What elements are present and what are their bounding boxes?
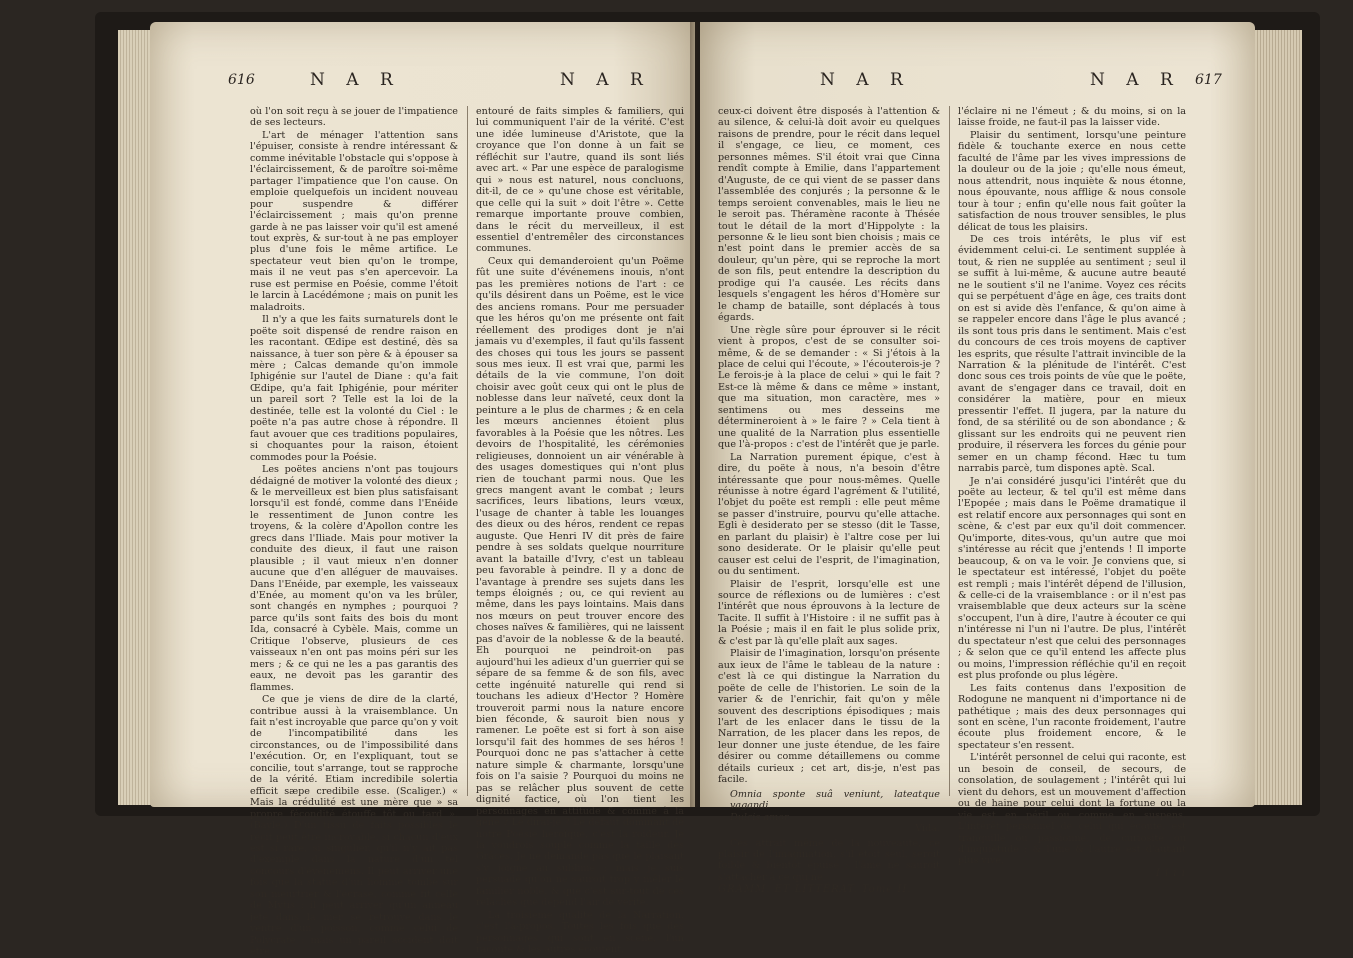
- running-head-right-1: N A R: [820, 70, 911, 90]
- paragraph: Je n'ai considéré jusqu'ici l'intérêt que du poëte au lecteur, & tel qu'il est même dans l'Epopée ; mais dans le Poëme dramatique il est relatif encore aux personnages qui sont en scène, & c'est par eux qu'il doit commencer. Qu'importe, dites-vous, qu'un autre que moi s'intéresse au récit que j'entends ! Il importe beaucoup, & on va le voir. Je conviens que, si le spectateur est intéressé, l'objet du poëte est rempli ; mais l'intérêt dépend de l'illusion, & celle-ci de la vraisemblance : or il n'est pas vraisemblable que deux acteurs sur la scène s'occupent, l'un à dire, l'autre à écouter ce qui n'intéresse ni l'un ni l'autre. De plus, l'intérêt du spectateur n'est que celui des personnages ; & selon que ce qu'il entend les affecte plus ou moins, l'impression réfléchie qu'il en reçoit est plus profonde ou plus légère.: [958, 475, 1186, 682]
- paragraph: Plaisir de l'esprit, lorsqu'elle est une source de réflexions ou de lumières : c'est l'intérêt que nous éprouvons à la lecture de Tacite. Il suffit à l'Histoire : il ne suffit pas à la Poésie ; mais il en fait le plus solide prix, & c'est par là qu'elle plaît aux sages.: [718, 578, 940, 647]
- verse-quote: [730, 789, 940, 835]
- left-page-column-2: [476, 106, 684, 956]
- paragraph: Les faits contenus dans l'exposition de Rodogune ne manquent ni d'importance ni de pathétique ; mais des deux personnages qui sont en scène, l'un raconte froidement, l'autre écoute plus froidement encore, & le spectateur s'en ressent.: [958, 682, 1186, 751]
- signature-line: GRAMM. ET LITTÉRAT. Tome II.: [718, 884, 912, 896]
- quote-line: Dulcis amor.: [730, 811, 791, 823]
- running-head-right-2: N A R: [1090, 70, 1181, 90]
- running-head-left-2: N A R: [560, 70, 651, 90]
- paragraph: Plaisir de l'imagination, lorsqu'on présente aux ieux de l'âme le tableau de la nature : c'est là ce qui distingue la Narration du poëte de celle de l'historien. Le soin de la varier & de l'enrichir, fait qu'on y mêle souvent des descriptions épisodiques ; mais l'art de les enlacer dans le tissu de la Narration, de les placer dans les repos, de leur donner une juste étendue, de les faire désirer ou comme détaillemens ou comme détails curieux ; cet art, dis-je, n'est pas facile.: [718, 648, 940, 786]
- left-page-edges: [118, 30, 152, 805]
- paragraph: Il n'y a que les faits surnaturels dont le poëte soit dispensé de rendre raison en les racontant. Œdipe est destiné, dès sa naissance, à tuer son père & à épouser sa mère ; Calcas demande qu'on immole Iphigénie sur l'autel de Diane : qu'a fait Œdipe, qu'a fait Iphigénie, pour mériter un pareil sort ? Telle est la loi de la destinée, telle est la volonté du Ciel : le poëte n'a pas autre chose à répondre. Il faut avouer que ces traditions populaires, si choquantes pour la raison, étoient commodes pour la Poésie.: [250, 314, 458, 463]
- running-head-left-1: N A R: [310, 70, 401, 90]
- gathering-signature: I i i i: [1155, 867, 1186, 879]
- paragraph: L'art de ménager l'attention sans l'épuiser, consiste à rendre intéressant & comme inévitable l'obstacle qui s'oppose à l'éclaircissement, & de paroître soi-même partager l'impatience que l'on cause. On emploie quelquefois un incident nouveau pour suspendre & différer l'éclaircissement ; mais qu'on prenne garde à ne pas laisser voir qu'il est amené tout exprès, & sur-tout à ne pas employer plus d'une fois le même artifice. Le spectateur veut bien qu'on le trompe, mais il ne veut pas s'en apercevoir. La ruse est permise en Poésie, comme l'étoit le larcin à Lacédémone ; mais on punit les maladroits.: [250, 129, 458, 313]
- paragraph: entouré de faits simples & familiers, qui lui communiquent l'air de la vérité. C'est une idée lumineuse d'Aristote, que la croyance que l'on donne à un fait se réfléchit sur l'autre, quand ils sont liés avec art. « Par une espèce de paralogisme qui » nous est naturel, nous concluons, dit-il, de ce » qu'une chose est véritable, que celle qui la suit » doit l'être ». Cette remarque importante prouve combien, dans le récit du merveilleux, il est essentiel d'entremêler des circonstances communes.: [476, 106, 684, 255]
- paragraph: Les poëtes anciens n'ont pas toujours dédaigné de motiver la volonté des dieux ; & le merveilleux est bien plus satisfaisant lorsqu'il est fondé, comme dans l'Enéide le ressentiment de Junon contre les troyens, & la colère d'Apollon contre les grecs dans l'Iliade. Mais pour motiver la conduite des dieux, il faut une raison plausible ; il vaut mieux n'en donner aucune que d'en alléguer de mauvaises. Dans l'Enéide, par exemple, les vaisseaux d'Enée, au moment qu'on va les brûler, sont changés en nymphes ; pourquoi ? parce qu'ils sont faits des bois du mont Ida, consacré à Cybèle. Mais, comme un Critique l'observe, plusieurs de ces vaisseaux n'en ont pas moins péri sur les mers ; & ce qui ne les a pas garantis des eaux, ne devoit pas les garantir des flammes.: [250, 464, 458, 693]
- paragraph: L'intérêt personnel de celui qui raconte, est un besoin de conseil, de secours, de consolation, de soulagement ; l'intérêt qui lui vient du dehors, est un mouvement d'affection ou de haine pour celui dont la fortune ou la vie est en péril ou comme en suspens. L'intérêt personnel de celui qui écoute, est tranquille ou passionné, de curiosité ou d'inquiétude ; & l'une & l'autre est d'autant plus vive,: [958, 752, 1186, 867]
- paragraph: ceux-ci doivent être disposés à l'attention & au silence, & celui-là doit avoir eu quelques raisons de prendre, pour le récit dans lequel il s'engage, ce lieu, ce moment, ces personnes mêmes. S'il étoit vrai que Cinna rendît compte à Emilie, dans l'appartement d'Auguste, de ce qui vient de se passer dans l'assemblée des conjurés ; la personne & le temps seroient convenables, mais le lieu ne le seroit pas. Théramène raconte à Thésée tout le détail de la mort d'Hippolyte : la personne & le lieu sont bien choisis ; mais ce n'est point dans le premier accès de sa douleur, qu'un père, qui se reproche la mort de son fils, peut entendre la description du prodige qui l'a causée. Les récits dans lesquels s'engagent les héros d'Homère sur le champ de bataille, sont déplacés à tous égards.: [718, 106, 940, 324]
- paragraph: La troisième qualité de la Narration, c'est l'à-propos. Toutes les fois que des personnages qui sont en scène, l'un raconte & les autres écoutent,: [476, 909, 684, 956]
- right-page-column-2: [958, 106, 1186, 879]
- column-rule: [467, 106, 468, 796]
- quote-author: Vida.: [915, 823, 940, 835]
- page-number-left: 616: [228, 72, 255, 88]
- right-page: [700, 22, 1255, 896]
- paragraph: l'éclaire ni ne l'émeut ; & du moins, si on la laisse froide, ne faut-il pas la laisser vide.: [958, 106, 1186, 129]
- paragraph: La Narration purement épique, c'est à dire, du poëte à nous, n'a besoin d'être intéressante que pour nous-mêmes. Quelle réunisse à notre égard l'agrément & l'utilité, l'objet du poëte est rempli : elle peut même se passer d'instruire, pourvu qu'elle attache. Egli è desiderato per se stesso (dit le Tasse, en parlant du plaisir) è l'altre cose per lui sono desiderate. Or le plaisir qu'elle peut causer est celui de l'esprit, de l'imagination, ou du sentiment.: [718, 451, 940, 578]
- paragraph: De ces trois intérêts, le plus vif est évidemment celui-ci. Le sentiment supplée à tout, & rien ne supplée au sentiment ; seul il se suffit à lui-même, & aucune autre beauté ne le soutient s'il ne l'anime. Voyez ces récits qui se perpétuent d'âge en âge, ces traits dont on est si avide dès l'enfance, & qu'on aime à se rappeler encore dans l'âge le plus avancé ; ils sont tous pris dans le sentiment. Mais c'est du concours de ces trois moyens de captiver les esprits, que résulte l'attrait invincible de la Narration & la plénitude de l'intérêt. C'est donc sous ces trois points de vûe que le poëte, avant de s'engager dans ce travail, doit en considérer la matière, pour en mieux pressentir l'effet. Il jugera, par la nature du fond, de sa stérilité ou de son abondance ; & glissant sur les endroits qui ne peuvent rien produire, il réservera les forces du génie pour semer en un champ fécond. Hæc tu tum narrabis parcè, tum dispones aptè. Scal.: [958, 233, 1186, 475]
- paragraph: Une règle sûre pour éprouver si le récit vient à propos, c'est de se consulter soi-même, & de se demander : « Si j'étois à la place de celui qui l'écoute, » l'écouterois-je ? Le ferois-je à la place de celui » qui le fait ? Est-ce là même & dans ce même » instant, que ma situation, mon caractère, mes » sentimens ou mes desseins me détermineroient à » le faire ? » Cela tient à une qualité de la Narration plus essentielle que l'à-propos : c'est de l'intérêt que je parle.: [718, 324, 940, 451]
- paragraph: Ceux qui demanderoient qu'un Poëme fût une suite d'événemens inouis, n'ont pas les premières notions de l'art : ce qu'ils désirent dans un Poëme, est le vice des anciens romans. Pour me persuader que les héros qu'on me présente ont fait réellement des prodiges dont je n'ai jamais vu d'exemples, il faut qu'ils fassent des choses qui tous les jours se passent sous mes ieux. Il est vrai que, parmi les détails de la vie commune, l'on doit choisir avec goût ceux qui ont le plus de noblesse dans leur naïveté, ceux dont la peinture a le plus de charmes ; & en cela les mœurs anciennes étoient plus favorables à la Poésie que les nôtres. Les devoirs de l'hospitalité, les cérémonies religieuses, donnoient un air vénérable à des usages domestiques qui n'ont plus rien de touchant parmi nous. Que les grecs mangent avant le combat ; leurs sacrifices, leurs libations, leurs vœux, l'usage de chanter à table les louanges des dieux ou des héros, rendent ce repas auguste. Que Henri IV dit près de faire pendre à ses soldats quelque nourriture avant la bataille d'Ivry, c'est un tableau peu favorable à peindre. Il y a donc de l'avantage à prendre ses sujets dans les temps éloignés ; ou, ce qui revient au même, dans les pays lointains. Mais dans nos mœurs on peut trouver encore des choses naïves & familières, qui ne laissent pas d'avoir de la noblesse & de la beauté. Eh pourquoi ne peindroit-on pas aujourd'hui les adieux d'un guerrier qui se sépare de sa femme & de son fils, avec cette ingénuité naturelle qui rend si touchans les adieux d'Hector ? Homère trouveroit parmi nous la nature encore bien féconde, & sauroit bien nous y ramener. Le poëte est si fort à son aise lorsqu'il fait des hommes de ses héros ! Pourquoi donc ne pas s'attacher à cette nature simple & charmante, lorsqu'une fois on l'a saisie ? Pourquoi du moins ne pas se relâcher plus souvent de cette dignité factice, où l'on tient les personnages en attitude & comme à la gêne ? Le dirai-je ? Le défaut dominant de notre Poésie héroïque, c'est la roideur. Je la voudrois souple comme la taille des Grâces. Je ne demande pas que le plaisant s'y joigne au sublime ; mais je suis persuadé qu'on ne sauroit trop y mêler le familier noble, & que c'est sur-tout de ces relâches que dépend l'air de vérité.: [476, 255, 684, 909]
- right-page-edges: [1252, 30, 1302, 805]
- paragraph: Ce que je viens de dire de la clarté, contribue aussi à la vraisemblance. Un fait n'est incroyable que parce qu'on y voit de l'incompatibilité dans les circonstances, ou de l'impossibilité dans l'exécution. Or, en l'expliquant, tout se concilie, tout s'arrange, tout se rapproche de la vérité. Etiam incredibile solertia efficit sæpe credibile esse. (Scaliger.) « Mais la crédulité est une mère que » sa propre fécondité étouffe tôt ou tard ». (Bayle.) D'un tissu de faits possibles le récit peut être incroyable, si chacun d'eux est si rare, si singulier, qu'il n'y ait pas d'exemple dans la nature d'un tel concours d'événemens. Il peut arriver une fois que la statue d'un homme tombe sur son meurtrier & l'écrase, comme fit celle de Mytis ; il peut arriver qu'un anneau jeté dans la mer se retrouve dans le ventre d'un poisson, comme celui de Polycrate : mais un pareil accident doit être: [250, 694, 458, 958]
- quote-line: Omnia sponte suâ veniunt, lateatque vagandi: [730, 788, 940, 812]
- page-number-right: 617: [1195, 72, 1222, 88]
- left-page: [150, 22, 695, 958]
- paragraph: Plaisir du sentiment, lorsqu'une peinture fidèle & touchante exerce en nous cette faculté de l'âme par les vives impressions de la douleur ou de la joie ; qu'elle nous émeut, nous attendrit, nous inquiète & nous étonne, nous épouvante, nous afflige & nous console tour à tour ; enfin qu'elle nous fait goûter la satisfaction de nous trouver sensibles, le plus délicat de tous les plaisirs.: [958, 129, 1186, 233]
- paragraph: où l'on soit reçu à se jouer de l'impatience de ses lecteurs.: [250, 106, 458, 129]
- right-page-column-1: [718, 106, 940, 896]
- left-page-column-1: [250, 106, 458, 958]
- paragraph: Ces attrait même de la nouveauté, ce plaisir de l'imagination, s'il étoit seul, seroit foible & bientôt épuisé : l'âme ne sauroit s'attacher à ce qui ne: [718, 837, 940, 883]
- column-rule: [949, 106, 950, 796]
